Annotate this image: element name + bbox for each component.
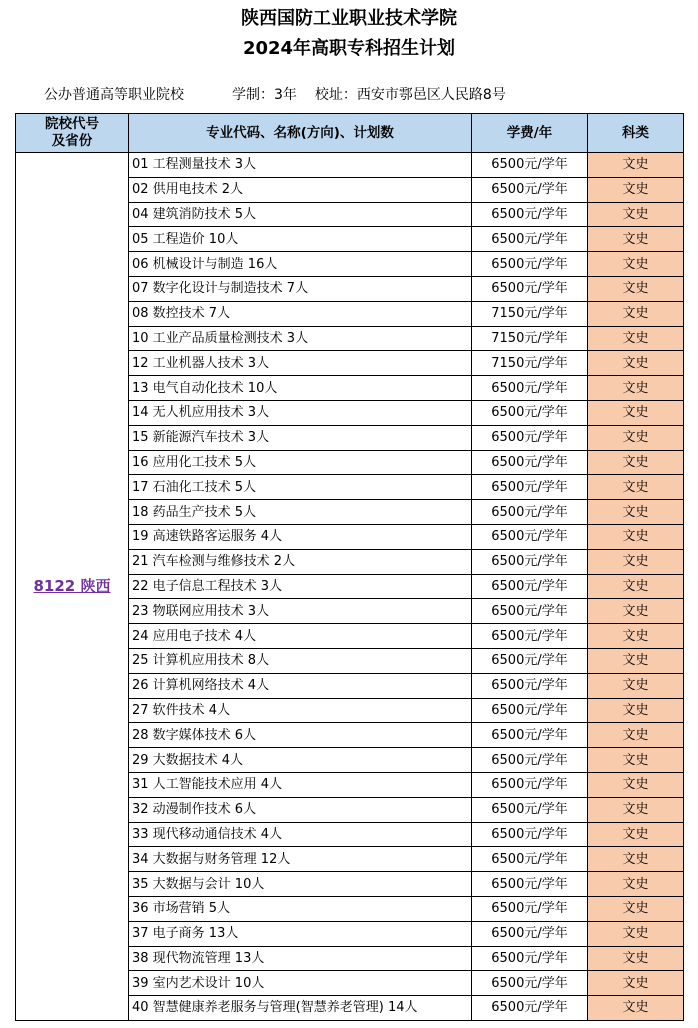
major-cell: 40 智慧健康养老服务与管理(智慧养老管理) 14人 — [129, 996, 472, 1021]
fee-cell: 6500元/学年 — [472, 797, 588, 822]
page-title: 陕西国防工业职业技术学院 — [241, 8, 457, 29]
table-header-row — [16, 114, 684, 153]
category-cell: 文史 — [588, 475, 684, 500]
category-cell: 文史 — [588, 400, 684, 425]
major-cell: 21 汽车检测与维修技术 2人 — [129, 549, 472, 574]
major-cell: 33 现代移动通信技术 4人 — [129, 822, 472, 847]
page-subtitle: 2024年高职专科招生计划 — [242, 38, 456, 59]
major-cell: 23 物联网应用技术 3人 — [129, 599, 472, 624]
major-cell: 24 应用电子技术 4人 — [129, 624, 472, 649]
fee-cell: 6500元/学年 — [472, 872, 588, 897]
category-cell: 文史 — [588, 252, 684, 277]
fee-cell: 6500元/学年 — [472, 524, 588, 549]
category-cell: 文史 — [588, 723, 684, 748]
major-cell: 12 工业机器人技术 3人 — [129, 351, 472, 376]
major-cell: 13 电气自动化技术 10人 — [129, 376, 472, 401]
header-major: 专业代码、名称(方向)、计划数 — [129, 114, 472, 153]
major-cell: 08 数控技术 7人 — [129, 301, 472, 326]
fee-cell: 6500元/学年 — [472, 996, 588, 1021]
table-row — [16, 153, 684, 178]
category-cell: 文史 — [588, 797, 684, 822]
category-cell: 文史 — [588, 177, 684, 202]
category-cell: 文史 — [588, 896, 684, 921]
category-cell: 文史 — [588, 450, 684, 475]
category-cell: 文史 — [588, 971, 684, 996]
fee-cell: 6500元/学年 — [472, 648, 588, 673]
fee-cell: 6500元/学年 — [472, 946, 588, 971]
category-cell: 文史 — [588, 748, 684, 773]
fee-cell: 6500元/学年 — [472, 574, 588, 599]
fee-cell: 6500元/学年 — [472, 673, 588, 698]
fee-cell: 6500元/学年 — [472, 153, 588, 178]
fee-cell: 6500元/学年 — [472, 202, 588, 227]
major-cell: 04 建筑消防技术 5人 — [129, 202, 472, 227]
major-cell: 38 现代物流管理 13人 — [129, 946, 472, 971]
fee-cell: 6500元/学年 — [472, 723, 588, 748]
fee-cell: 6500元/学年 — [472, 475, 588, 500]
fee-cell: 6500元/学年 — [472, 425, 588, 450]
fee-cell: 6500元/学年 — [472, 748, 588, 773]
category-cell: 文史 — [588, 153, 684, 178]
fee-cell: 7150元/学年 — [472, 351, 588, 376]
fee-cell: 7150元/学年 — [472, 326, 588, 351]
major-cell: 39 室内艺术设计 10人 — [129, 971, 472, 996]
fee-cell: 6500元/学年 — [472, 400, 588, 425]
category-cell: 文史 — [588, 599, 684, 624]
category-cell: 文史 — [588, 524, 684, 549]
category-cell: 文史 — [588, 624, 684, 649]
major-cell: 29 大数据技术 4人 — [129, 748, 472, 773]
major-cell: 14 无人机应用技术 3人 — [129, 400, 472, 425]
category-cell: 文史 — [588, 872, 684, 897]
header-school: 院校代号 及省份 — [16, 114, 129, 153]
category-cell: 文史 — [588, 351, 684, 376]
school-duration: 学制：3年 — [232, 87, 297, 103]
major-cell: 31 人工智能技术应用 4人 — [129, 772, 472, 797]
fee-cell: 6500元/学年 — [472, 896, 588, 921]
major-cell: 28 数字媒体技术 6人 — [129, 723, 472, 748]
major-cell: 37 电子商务 13人 — [129, 921, 472, 946]
major-cell: 32 动漫制作技术 6人 — [129, 797, 472, 822]
school-address: 校址：西安市鄠邑区人民路8号 — [314, 87, 506, 103]
major-cell: 16 应用化工技术 5人 — [129, 450, 472, 475]
major-cell: 05 工程造价 10人 — [129, 227, 472, 252]
major-cell: 07 数字化设计与制造技术 7人 — [129, 276, 472, 301]
category-cell: 文史 — [588, 376, 684, 401]
enrollment-table — [15, 113, 684, 1021]
fee-cell: 6500元/学年 — [472, 450, 588, 475]
major-cell: 18 药品生产技术 5人 — [129, 500, 472, 525]
category-cell: 文史 — [588, 326, 684, 351]
fee-cell: 7150元/学年 — [472, 301, 588, 326]
category-cell: 文史 — [588, 946, 684, 971]
category-cell: 文史 — [588, 847, 684, 872]
fee-cell: 6500元/学年 — [472, 276, 588, 301]
major-cell: 34 大数据与财务管理 12人 — [129, 847, 472, 872]
header-fee: 学费/年 — [472, 114, 588, 153]
fee-cell: 6500元/学年 — [472, 252, 588, 277]
category-cell: 文史 — [588, 822, 684, 847]
header-category: 科类 — [588, 114, 684, 153]
major-cell: 22 电子信息工程技术 3人 — [129, 574, 472, 599]
major-cell: 36 市场营销 5人 — [129, 896, 472, 921]
fee-cell: 6500元/学年 — [472, 599, 588, 624]
category-cell: 文史 — [588, 772, 684, 797]
category-cell: 文史 — [588, 227, 684, 252]
category-cell: 文史 — [588, 996, 684, 1021]
major-cell: 35 大数据与会计 10人 — [129, 872, 472, 897]
fee-cell: 6500元/学年 — [472, 921, 588, 946]
fee-cell: 6500元/学年 — [472, 177, 588, 202]
major-cell: 19 高速铁路客运服务 4人 — [129, 524, 472, 549]
school-info — [44, 84, 506, 106]
fee-cell: 6500元/学年 — [472, 500, 588, 525]
category-cell: 文史 — [588, 549, 684, 574]
fee-cell: 6500元/学年 — [472, 772, 588, 797]
major-cell: 17 石油化工技术 5人 — [129, 475, 472, 500]
category-cell: 文史 — [588, 921, 684, 946]
category-cell: 文史 — [588, 202, 684, 227]
fee-cell: 6500元/学年 — [472, 822, 588, 847]
major-cell: 01 工程测量技术 3人 — [129, 153, 472, 178]
category-cell: 文史 — [588, 276, 684, 301]
major-cell: 27 软件技术 4人 — [129, 698, 472, 723]
major-cell: 25 计算机应用技术 8人 — [129, 648, 472, 673]
major-cell: 26 计算机网络技术 4人 — [129, 673, 472, 698]
fee-cell: 6500元/学年 — [472, 624, 588, 649]
fee-cell: 6500元/学年 — [472, 971, 588, 996]
fee-cell: 6500元/学年 — [472, 698, 588, 723]
category-cell: 文史 — [588, 301, 684, 326]
fee-cell: 6500元/学年 — [472, 376, 588, 401]
category-cell: 文史 — [588, 698, 684, 723]
major-cell: 06 机械设计与制造 16人 — [129, 252, 472, 277]
category-cell: 文史 — [588, 673, 684, 698]
category-cell: 文史 — [588, 425, 684, 450]
fee-cell: 6500元/学年 — [472, 227, 588, 252]
fee-cell: 6500元/学年 — [472, 549, 588, 574]
school-type: 公办普通高等职业院校 — [44, 87, 184, 103]
category-cell: 文史 — [588, 648, 684, 673]
major-cell: 10 工业产品质量检测技术 3人 — [129, 326, 472, 351]
category-cell: 文史 — [588, 500, 684, 525]
major-cell: 02 供用电技术 2人 — [129, 177, 472, 202]
school-code-link[interactable]: 8122 陕西 — [16, 153, 129, 1021]
major-cell: 15 新能源汽车技术 3人 — [129, 425, 472, 450]
fee-cell: 6500元/学年 — [472, 847, 588, 872]
category-cell: 文史 — [588, 574, 684, 599]
